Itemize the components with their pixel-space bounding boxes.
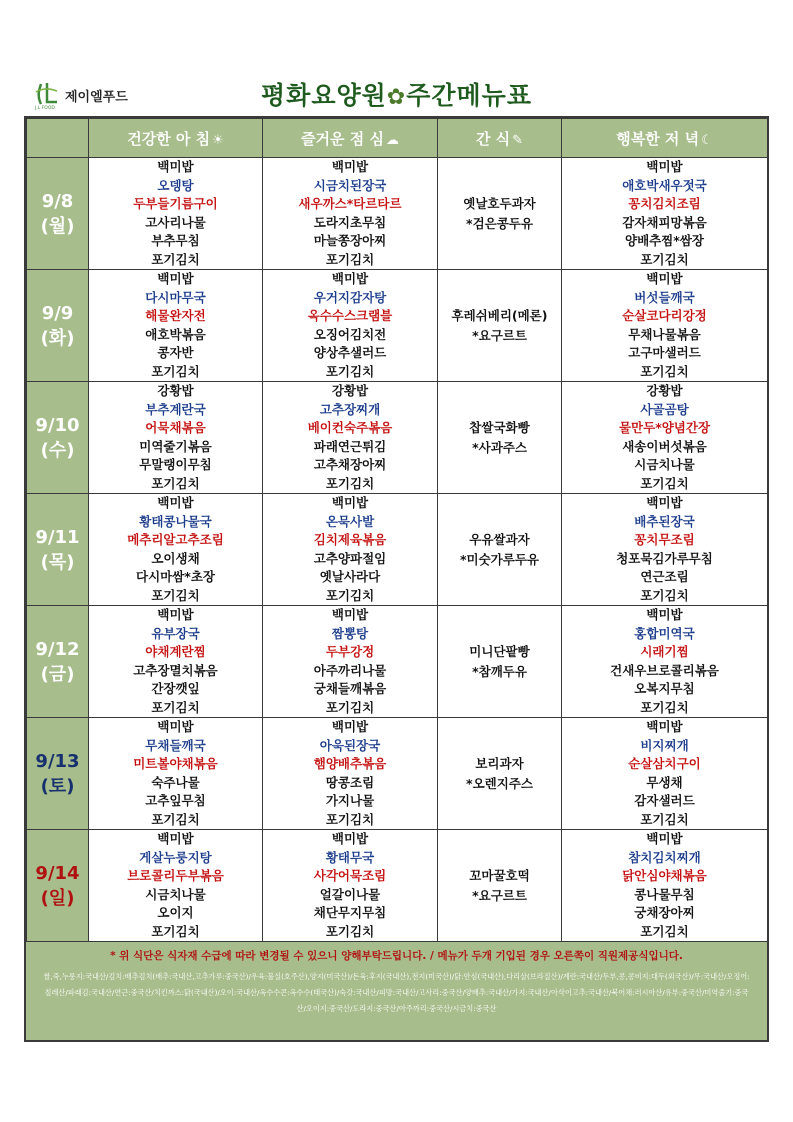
day-cell — [27, 494, 89, 606]
menu-item: 고추장멸치볶음 — [133, 662, 218, 678]
day-row — [27, 270, 768, 382]
dinner-cell — [562, 830, 768, 942]
menu-item: 포기김치 — [640, 363, 689, 379]
day-cell — [27, 606, 89, 718]
menu-item: 포기김치 — [151, 923, 200, 939]
sun-icon: ☀ — [212, 132, 224, 148]
snack-item: *요구르트 — [472, 887, 527, 903]
day-cell — [27, 158, 89, 270]
lunch-cell — [263, 606, 438, 718]
menu-item: 순살코다리강정 — [622, 308, 707, 323]
page-title — [0, 76, 793, 112]
day-row — [27, 382, 768, 494]
dinner-cell — [562, 158, 768, 270]
menu-item: 옥수수스크램블 — [307, 308, 393, 323]
menu-item: 포기김치 — [325, 811, 375, 827]
menu-item: 고추채장아찌 — [313, 457, 387, 472]
menu-item: 부추무침 — [151, 233, 200, 248]
snack-item: 우유쌀과자 — [469, 531, 530, 547]
day-weekday: (토) — [40, 775, 75, 797]
menu-item: 포기김치 — [640, 587, 689, 603]
menu-item: 포기김치 — [151, 587, 200, 603]
corner-cell — [27, 119, 89, 158]
snack-item: *요구르트 — [472, 327, 527, 343]
menu-item: 포기김치 — [325, 363, 375, 379]
day-date: 9/9 — [41, 302, 74, 324]
footer — [26, 934, 767, 1017]
menu-item: 강황밥 — [157, 383, 194, 398]
menu-item: 백미밥 — [646, 831, 683, 846]
menu-item: 다시마쌈*초장 — [136, 569, 215, 584]
dinner-cell — [562, 718, 768, 830]
menu-item: 베이컨숙주볶음 — [307, 420, 393, 435]
menu-item: 백미밥 — [157, 607, 194, 622]
menu-item: 해물완자전 — [145, 308, 206, 323]
day-weekday: (월) — [40, 215, 75, 237]
menu-item: 포기김치 — [325, 475, 375, 491]
menu-item: 포기김치 — [325, 251, 375, 267]
menu-item: 포기김치 — [151, 475, 200, 491]
candy-icon: ✎ — [512, 132, 524, 148]
day-date: 9/13 — [35, 750, 80, 772]
menu-item: 새송이버섯볶음 — [622, 438, 707, 454]
menu-item: 얼갈이나물 — [319, 886, 381, 902]
menu-item: 미트볼야채볶음 — [133, 756, 218, 771]
lunch-cell — [263, 718, 438, 830]
menu-item: 고추잎무침 — [145, 793, 206, 808]
header-row — [27, 119, 768, 158]
menu-item: 간장깻잎 — [151, 681, 200, 696]
breakfast-cell — [89, 494, 263, 606]
menu-board — [24, 116, 769, 1042]
menu-item: 애호박새우젓국 — [622, 177, 707, 193]
snack-item: 보리과자 — [475, 755, 524, 771]
menu-item: 어묵채볶음 — [145, 420, 206, 435]
menu-item: 무채들깨국 — [145, 737, 206, 753]
menu-item: 버섯들깨국 — [634, 289, 695, 305]
title-left: 평화요양원 — [261, 81, 387, 110]
menu-item: 꽁치무조림 — [634, 532, 695, 547]
menu-item: 백미밥 — [331, 271, 369, 286]
menu-item: 백미밥 — [646, 159, 683, 174]
menu-item: 감자샐러드 — [634, 793, 695, 808]
snack-item: *오렌지주스 — [466, 775, 533, 791]
day-cell — [27, 270, 89, 382]
breakfast-cell — [89, 382, 263, 494]
snack-item: 꼬마꿀호떡 — [469, 867, 530, 883]
logo-sub: J.L FOOD — [35, 106, 55, 110]
moon-icon: ☾ — [701, 132, 713, 148]
menu-item: 다시마무국 — [145, 289, 206, 305]
breakfast-cell — [89, 270, 263, 382]
snack-cell — [438, 494, 562, 606]
header-lunch: 즐거운 점 심 ☁ — [263, 119, 438, 158]
flower-icon: ✿ — [386, 85, 407, 110]
menu-item: 고추양파절임 — [313, 550, 387, 566]
menu-item: 백미밥 — [646, 607, 683, 622]
menu-item: 콩나물무침 — [634, 886, 695, 902]
snack-item: *참깨두유 — [472, 663, 527, 679]
menu-item: 파래연근튀김 — [313, 438, 387, 454]
footer-note: * 위 식단은 식자재 수급에 따라 변경될 수 있으니 양해부탁드립니다. / 메뉴가 두개 기입된 경우 오른쪽이 직원제공식입니다. — [110, 950, 683, 962]
menu-item: 포기김치 — [151, 363, 200, 379]
menu-item: 물만두*양념간장 — [618, 420, 711, 435]
snack-cell — [438, 158, 562, 270]
menu-item: 포기김치 — [640, 475, 689, 491]
day-weekday: (수) — [40, 439, 75, 461]
menu-item: 백미밥 — [157, 719, 194, 734]
day-row — [27, 494, 768, 606]
menu-item: 연근조림 — [640, 569, 689, 584]
menu-item: 숙주나물 — [151, 774, 200, 790]
day-weekday: (일) — [40, 887, 75, 909]
breakfast-cell — [89, 718, 263, 830]
menu-item: 백미밥 — [331, 607, 369, 622]
day-date: 9/14 — [35, 862, 80, 884]
breakfast-cell — [89, 830, 263, 942]
menu-item: 부추계란국 — [145, 401, 206, 417]
menu-item: 포기김치 — [151, 699, 200, 715]
breakfast-cell — [89, 606, 263, 718]
menu-item: 오뎅탕 — [157, 177, 194, 193]
menu-item: 백미밥 — [331, 495, 369, 510]
menu-item: 게살누룽지탕 — [139, 849, 212, 865]
menu-item: 백미밥 — [646, 495, 683, 510]
dinner-cell — [562, 494, 768, 606]
menu-item: 옛날사라다 — [319, 569, 381, 584]
menu-item: 청포묵김가루무침 — [616, 550, 713, 566]
menu-item: 사각어묵조림 — [313, 868, 387, 883]
menu-item: 꽁치김치조림 — [628, 196, 701, 211]
menu-item: 오징어김치전 — [313, 326, 387, 342]
menu-item: 포기김치 — [640, 811, 689, 827]
menu-item: 브로콜리두부볶음 — [127, 868, 224, 883]
snack-item: *사과주스 — [472, 439, 527, 455]
menu-item: 짬뽕탕 — [331, 625, 369, 641]
menu-item: 포기김치 — [325, 923, 375, 939]
header-dinner: 행복한 저 녁 ☾ — [562, 119, 768, 158]
menu-item: 백미밥 — [157, 159, 194, 174]
snack-item: 미니단팥빵 — [469, 643, 530, 659]
snack-cell — [438, 830, 562, 942]
menu-item: 채단무지무침 — [313, 905, 387, 920]
menu-item: 온묵사발 — [325, 513, 375, 529]
menu-item: 햄양배추볶음 — [313, 756, 387, 771]
menu-item: 백미밥 — [157, 495, 194, 510]
menu-item: 시금치나물 — [145, 886, 206, 902]
menu-item: 시래기찜 — [640, 644, 689, 659]
menu-item: 땅콩조림 — [325, 774, 375, 790]
menu-item: 포기김치 — [151, 251, 200, 267]
menu-item: 시금치나물 — [634, 457, 695, 472]
day-weekday: (금) — [40, 663, 75, 685]
day-row — [27, 830, 768, 942]
menu-item: 참치김치찌개 — [628, 849, 701, 865]
day-weekday: (목) — [40, 551, 75, 573]
snack-cell — [438, 718, 562, 830]
menu-item: 양배추찜*쌈장 — [625, 233, 704, 248]
menu-item: 포기김치 — [640, 699, 689, 715]
menu-item: 새우까스*타르타르 — [298, 196, 402, 211]
menu-item: 백미밥 — [646, 719, 683, 734]
menu-item: 미역줄기볶음 — [139, 438, 212, 454]
menu-item: 순살삼치구이 — [628, 756, 701, 771]
lunch-cell — [263, 158, 438, 270]
menu-item: 콩자반 — [157, 345, 194, 360]
menu-item: 건새우브로콜리볶음 — [610, 662, 719, 678]
menu-item: 궁채장아찌 — [634, 905, 695, 920]
dinner-cell — [562, 270, 768, 382]
menu-item: 고구마샐러드 — [628, 345, 701, 360]
lunch-cell — [263, 494, 438, 606]
menu-item: 홍합미역국 — [634, 625, 695, 641]
breakfast-cell — [89, 158, 263, 270]
day-date: 9/10 — [35, 414, 80, 436]
menu-item: 애호박볶음 — [145, 326, 206, 342]
day-date: 9/11 — [35, 526, 80, 548]
menu-item: 배추된장국 — [634, 513, 695, 529]
snack-item: *검은콩두유 — [466, 215, 533, 231]
menu-item: 오이지 — [157, 905, 194, 920]
day-cell — [27, 718, 89, 830]
menu-item: 황태무국 — [325, 849, 375, 865]
lunch-cell — [263, 270, 438, 382]
day-date: 9/12 — [35, 638, 80, 660]
day-row — [27, 158, 768, 270]
title-right: 주간메뉴표 — [406, 81, 532, 110]
header-breakfast: 건강한 아 침 ☀ — [89, 119, 263, 158]
menu-item: 궁채들깨볶음 — [313, 681, 387, 696]
menu-item: 무채나물볶음 — [628, 326, 701, 342]
menu-item: 도라지초무침 — [313, 214, 387, 230]
menu-item: 포기김치 — [640, 251, 689, 267]
menu-item: 우거지감자탕 — [313, 289, 387, 305]
menu-item: 고추장찌개 — [319, 401, 381, 417]
day-row — [27, 718, 768, 830]
menu-item: 유부장국 — [151, 625, 200, 641]
day-row — [27, 606, 768, 718]
menu-item: 야채계란찜 — [145, 644, 206, 659]
menu-item: 닭안심야채볶음 — [622, 868, 707, 883]
day-cell — [27, 382, 89, 494]
menu-item: 가지나물 — [325, 793, 375, 808]
header-snack: 간 식 ✎ — [438, 119, 562, 158]
menu-item: 두부강정 — [325, 644, 375, 659]
menu-item: 강황밥 — [331, 383, 369, 398]
day-date: 9/8 — [41, 190, 74, 212]
menu-item: 백미밥 — [331, 719, 369, 734]
menu-item: 무말랭이무침 — [139, 457, 212, 472]
lunch-cell — [263, 830, 438, 942]
snack-item: 찹쌀국화빵 — [469, 419, 530, 435]
menu-item: 포기김치 — [151, 811, 200, 827]
menu-item: 무생채 — [646, 774, 683, 790]
menu-item: 오이생채 — [151, 550, 200, 566]
rainbow-icon: ☁ — [385, 132, 399, 148]
company-name: 제이엘푸드 — [65, 89, 128, 105]
menu-item: 백미밥 — [646, 271, 683, 286]
menu-item: 백미밥 — [157, 271, 194, 286]
dinner-cell — [562, 606, 768, 718]
menu-item: 백미밥 — [157, 831, 194, 846]
menu-item: 백미밥 — [331, 831, 369, 846]
snack-item: *미숫가루두유 — [460, 551, 539, 567]
snack-item: 옛날호두과자 — [463, 195, 536, 211]
menu-item: 메추리알고추조림 — [127, 532, 224, 547]
menu-item: 포기김치 — [640, 923, 689, 939]
snack-item: 후레쉬베리(메론) — [451, 307, 548, 323]
menu-item: 백미밥 — [331, 159, 369, 174]
menu-item: 사골곰탕 — [640, 401, 689, 417]
menu-item: 포기김치 — [325, 587, 375, 603]
menu-item: 두부들기름구이 — [133, 196, 218, 211]
menu-item: 감자채피망볶음 — [622, 214, 707, 230]
weekly-menu-table — [26, 118, 768, 942]
menu-item: 김치제육볶음 — [313, 532, 387, 547]
lunch-cell — [263, 382, 438, 494]
day-cell — [27, 830, 89, 942]
menu-item: 황태콩나물국 — [139, 513, 212, 529]
snack-cell — [438, 606, 562, 718]
menu-item: 양상추샐러드 — [313, 345, 387, 360]
menu-item: 오복지무침 — [634, 681, 695, 696]
day-weekday: (화) — [40, 327, 75, 349]
menu-item: 비지찌개 — [640, 737, 689, 753]
snack-cell — [438, 270, 562, 382]
menu-item: 시금치된장국 — [313, 177, 387, 193]
menu-item: 고사리나물 — [145, 214, 206, 230]
menu-item: 강황밥 — [646, 383, 683, 398]
dinner-cell — [562, 382, 768, 494]
menu-item: 아주까리나물 — [313, 662, 387, 678]
snack-cell — [438, 382, 562, 494]
menu-item: 아욱된장국 — [319, 737, 381, 753]
menu-item: 포기김치 — [325, 699, 375, 715]
origin-info: 쌀,죽,누룽지:국내산/김치:배추김치(배추:국내산,고추가루:중국산)/우육:불실(호주산),양지(미국산)/돈육:후지(국내산),전지(미국산)/닭:안심(국내산),다리살(브라질산)/계란:국내산/두부,콩,콩비지:대두(외국산)/무:국내산/오징어:칠레산/파래김:국내산/연근:중국산/치킨까스:닭(국내산)/오이:국내산/옥수수콘:옥수수(태국산)/숙갓:국내산/피망:국내산/고사리:중국산/양배추:국내산/가지:국내산/아삭이고추:국내산/북어채:러시아산/유부:중국산/미역줄기:중국산/오이지:중국산/도라지:중국산/아주까리:중국산/시금치:중국산 — [43, 972, 750, 1013]
menu-item: 마늘쫑장아찌 — [313, 233, 387, 248]
